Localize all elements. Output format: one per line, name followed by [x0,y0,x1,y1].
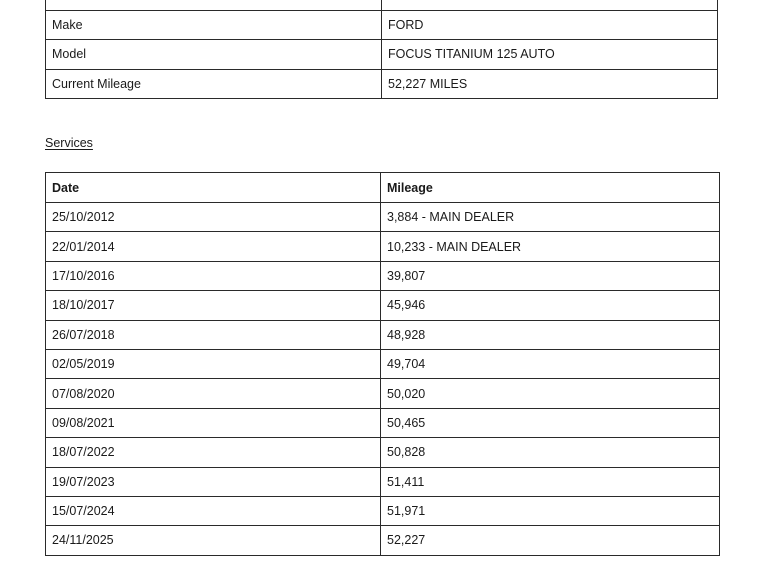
table-row [46,467,720,496]
service-date: 24/11/2025 [46,526,381,555]
service-mileage: 39,807 [381,261,720,290]
table-row [46,232,720,261]
vehicle-row-label: Current Mileage [46,69,382,99]
service-date: 25/10/2012 [46,203,381,232]
vehicle-details-table [45,0,718,99]
table-row [46,379,720,408]
service-date: 07/08/2020 [46,379,381,408]
service-mileage: 51,971 [381,496,720,525]
vehicle-row-current-mileage [46,69,718,99]
service-date: 02/05/2019 [46,349,381,378]
vehicle-row-value: FORD [382,10,718,40]
vehicle-row-label: Model [46,40,382,70]
table-row [46,408,720,437]
vehicle-row-value: FOCUS TITANIUM 125 AUTO [382,40,718,70]
table-row [46,320,720,349]
table-row [46,203,720,232]
service-date: 22/01/2014 [46,232,381,261]
service-mileage: 10,233 - MAIN DEALER [381,232,720,261]
vehicle-row-value: 52,227 MILES [382,69,718,99]
column-header-mileage: Mileage [381,173,720,203]
vehicle-row-model [46,40,718,70]
table-row [46,349,720,378]
service-mileage: 45,946 [381,291,720,320]
service-date: 19/07/2023 [46,467,381,496]
vehicle-row-label [46,0,382,10]
vehicle-row-cutoff [46,0,718,10]
service-mileage: 50,465 [381,408,720,437]
service-mileage: 48,928 [381,320,720,349]
table-row [46,526,720,555]
service-date: 15/07/2024 [46,496,381,525]
table-row [46,438,720,467]
services-heading: Services [45,136,93,150]
service-date: 18/10/2017 [46,291,381,320]
service-date: 18/07/2022 [46,438,381,467]
vehicle-row-value [382,0,718,10]
service-mileage: 49,704 [381,349,720,378]
service-mileage: 50,020 [381,379,720,408]
table-row [46,496,720,525]
service-mileage: 3,884 - MAIN DEALER [381,203,720,232]
services-table [45,172,720,556]
services-header-row [46,173,720,203]
table-row [46,291,720,320]
service-mileage: 50,828 [381,438,720,467]
vehicle-row-label: Make [46,10,382,40]
service-date: 17/10/2016 [46,261,381,290]
service-date: 26/07/2018 [46,320,381,349]
vehicle-row-make [46,10,718,40]
service-date: 09/08/2021 [46,408,381,437]
column-header-date: Date [46,173,381,203]
service-mileage: 51,411 [381,467,720,496]
service-mileage: 52,227 [381,526,720,555]
table-row [46,261,720,290]
